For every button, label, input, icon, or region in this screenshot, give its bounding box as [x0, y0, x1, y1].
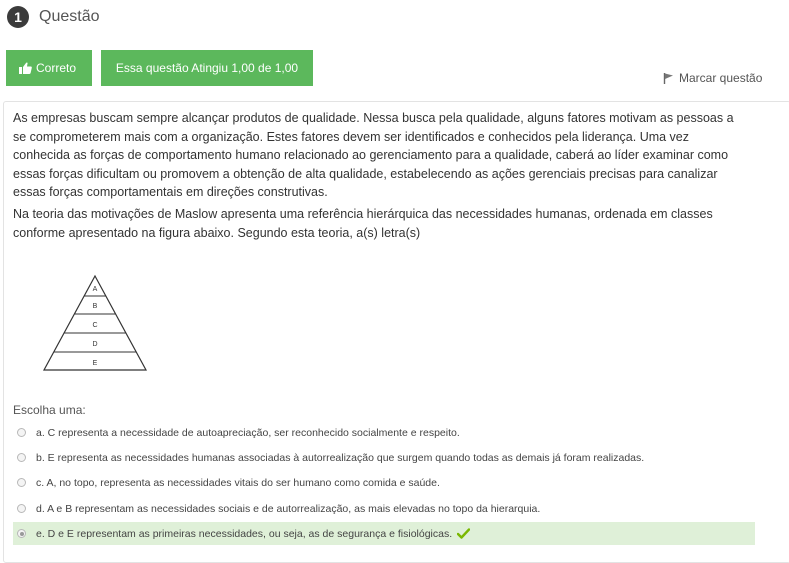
- answer-option-a[interactable]: [13, 421, 755, 444]
- correct-status-label: Correto: [36, 61, 77, 75]
- pyramid-level-c: C: [92, 322, 98, 329]
- radio-button-selected[interactable]: [17, 529, 26, 538]
- checkmark-icon: [457, 528, 470, 539]
- score-label: Essa questão Atingiu 1,00 de 1,00: [115, 61, 299, 75]
- pyramid-level-b: B: [92, 303, 98, 310]
- thumbs-up-icon: [19, 62, 32, 74]
- score-badge: [101, 50, 313, 86]
- choose-one-label: Escolha uma:: [13, 403, 86, 417]
- question-title: Questão: [39, 8, 100, 25]
- answer-option-d[interactable]: [13, 497, 755, 520]
- flag-question-label: Marcar questão: [679, 71, 763, 85]
- answer-option-c[interactable]: [13, 471, 755, 494]
- question-number-badge: 1: [7, 6, 29, 28]
- answer-option-b[interactable]: [13, 446, 755, 469]
- answer-option-label: e. D e E representam as primeiras necessidades, ou seja, as de segurança e fisiológicas.: [36, 527, 453, 540]
- answer-option-label: c. A, no topo, representa as necessidades vitais do ser humano como comida e saúde.: [36, 476, 440, 489]
- flag-question-link[interactable]: [663, 71, 762, 85]
- answer-option-e[interactable]: [13, 522, 755, 545]
- answer-option-label: d. A e B representam as necessidades sociais e de autorrealização, as mais elevadas no topo da hierarquia.: [36, 502, 541, 515]
- pyramid-level-e: E: [92, 360, 98, 367]
- pyramid-level-d: D: [92, 341, 98, 348]
- radio-button[interactable]: [17, 453, 26, 462]
- radio-button[interactable]: [17, 478, 26, 487]
- radio-button[interactable]: [17, 428, 26, 437]
- question-paragraph-1: As empresas buscam sempre alcançar produtos de qualidade. Nessa busca pela qualidade, alguns fatores motivam as pessoas a se comprometerem mais com a organização. Estes fatores devem ser identificados e conhecidos pela liderança. Uma vez conhecida as forças de comportamento humano relacionado ao gerenciamento para a qualidade, caberá ao líder examinar como essas forças dificultam ou promovem a obtenção de alta qualidade, estabelecendo as ações gerenciais precisas para canalizar essas forças comportamentais em direções construtivas.: [13, 111, 734, 199]
- pyramid-level-a: A: [92, 286, 98, 293]
- answer-option-label: a. C representa a necessidade de autoapreciação, ser reconhecido socialmente e respeito.: [36, 426, 460, 439]
- flag-icon: [663, 72, 674, 84]
- radio-button[interactable]: [17, 504, 26, 513]
- answer-option-label: b. E representa as necessidades humanas associadas à autorrealização que surgem quando todas as demais já foram realizadas.: [36, 451, 645, 464]
- maslow-pyramid-figure: [42, 274, 148, 372]
- question-paragraph-2: Na teoria das motivações de Maslow apresenta uma referência hierárquica das necessidades humanas, ordenada em classes conforme apresentado na figura abaixo. Segundo esta teoria, a(s) letra(s): [13, 207, 713, 240]
- correct-status-button: [6, 50, 92, 86]
